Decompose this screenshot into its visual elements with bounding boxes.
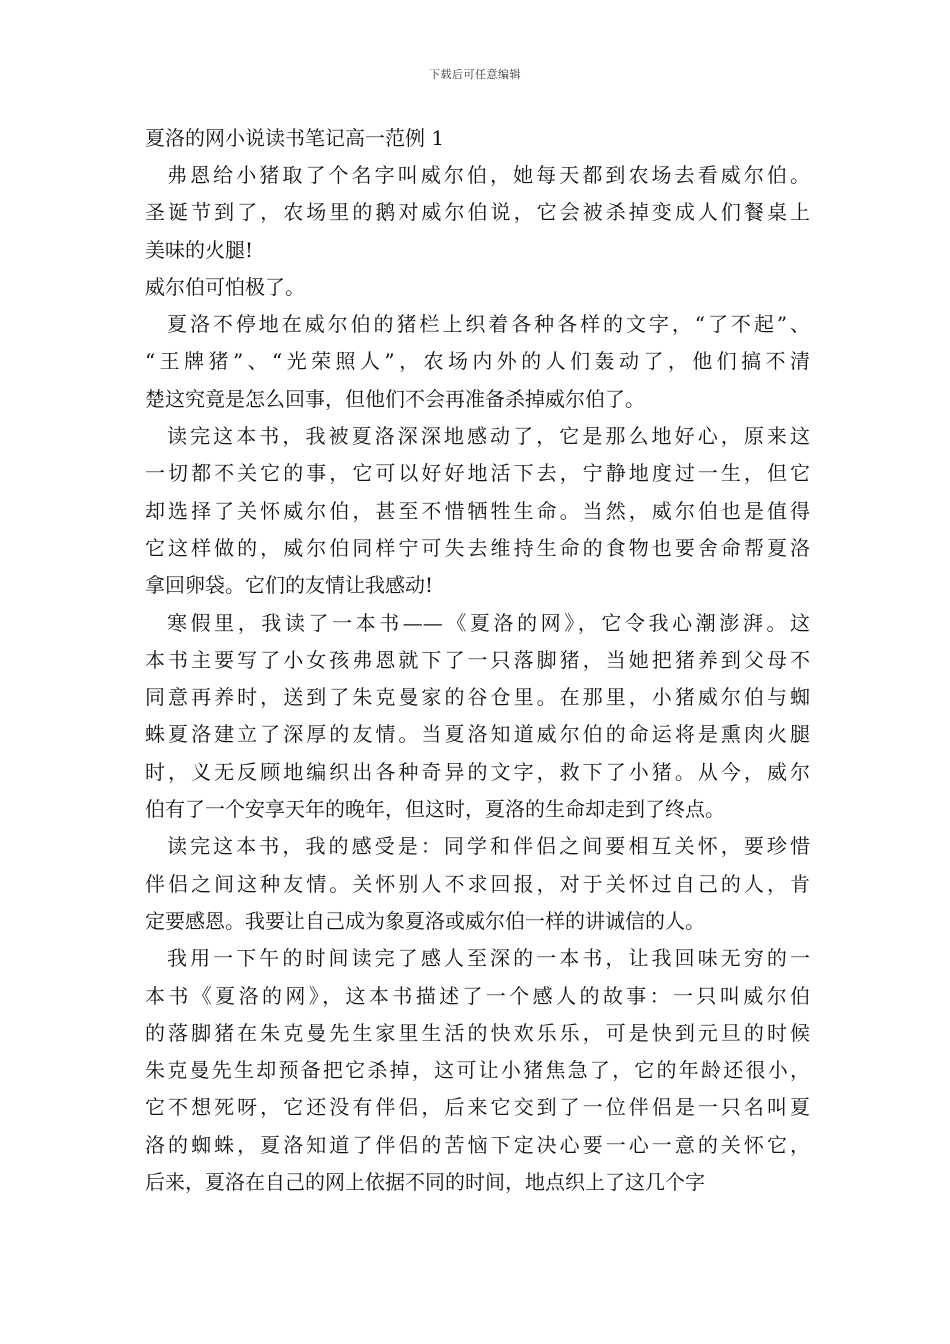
paragraph-line: 它这样做的，威尔伯同样宁可失去维持生命的食物也要舍命帮夏洛 xyxy=(145,535,810,560)
paragraph-line: 蛛夏洛建立了深厚的友情。当夏洛知道威尔伯的命运将是熏肉火腿 xyxy=(145,722,810,747)
paragraph-line: 伯有了一个安享天年的晚年，但这时，夏洛的生命却走到了终点。 xyxy=(145,797,725,822)
paragraph-line: 寒假里，我读了一本书——《夏洛的网》，它令我心潮澎湃。这 xyxy=(167,610,810,635)
paragraph xyxy=(145,828,810,940)
paragraph-line: 夏洛不停地在威尔伯的猪栏上织着各种各样的文字，“了不起”、 xyxy=(167,312,810,337)
paragraph-list xyxy=(145,157,810,1201)
paragraph xyxy=(145,306,810,418)
paragraph xyxy=(145,157,810,269)
paragraph-line: 本书《夏洛的网》，这本书描述了一个感人的故事：一只叫威尔伯 xyxy=(145,983,810,1008)
paragraph-line: 美味的火腿! xyxy=(145,237,254,262)
paragraph-line: 本书主要写了小女孩弗恩就下了一只落脚猪，当她把猪养到父母不 xyxy=(145,647,810,672)
paragraph-line: 读完这本书，我的感受是：同学和伴侣之间要相互关怀，要珍惜 xyxy=(167,834,810,859)
paragraph-line: 圣诞节到了，农场里的鹅对威尔伯说，它会被杀掉变成人们餐桌上 xyxy=(145,200,810,225)
paragraph-line: 拿回卵袋。它们的友情让我感动! xyxy=(145,573,434,598)
document-body xyxy=(145,120,810,1201)
paragraph-line: 朱克曼先生却预备把它杀掉，这可让小猪焦急了，它的年龄还很小， xyxy=(145,1058,810,1083)
paragraph-line: 洛的蜘蛛，夏洛知道了伴侣的苦恼下定决心要一心一意的关怀它， xyxy=(145,1132,810,1157)
paragraph-line: 楚这究竟是怎么回事，但他们不会再准备杀掉威尔伯了。 xyxy=(145,386,645,411)
paragraph-line: 伴侣之间这种友情。关怀别人不求回报，对于关怀过自己的人，肯 xyxy=(145,871,810,896)
paragraph-line: 的落脚猪在朱克曼先生家里生活的快欢乐乐，可是快到元旦的时候 xyxy=(145,1020,810,1045)
paragraph-line: 它不想死呀，它还没有伴侣，后来它交到了一位伴侣是一只名叫夏 xyxy=(145,1095,810,1120)
paragraph-line: 读完这本书，我被夏洛深深地感动了，它是那么地好心，原来这 xyxy=(167,424,810,449)
paragraph-line: 威尔伯可怕极了。 xyxy=(145,274,305,299)
paragraph-line: 我用一下午的时间读完了感人至深的一本书，让我回味无穷的一 xyxy=(167,946,810,971)
document-title: 夏洛的网小说读书笔记高一范例 1 xyxy=(145,126,445,150)
paragraph-line: 弗恩给小猪取了个名字叫威尔伯，她每天都到农场去看威尔伯。 xyxy=(167,163,810,187)
paragraph-line: 一切都不关它的事，它可以好好地活下去，宁静地度过一生，但它 xyxy=(145,461,810,486)
paragraph-line: “王牌猪”、“光荣照人”，农场内外的人们轰动了，他们搞不清 xyxy=(145,349,810,374)
paragraph xyxy=(145,269,810,306)
paragraph xyxy=(145,940,810,1201)
paragraph-line: 后来，夏洛在自己的网上依据不同的时间，地点织上了这几个字 xyxy=(145,1170,705,1195)
paragraph-line: 同意再养时，送到了朱克曼家的谷仓里。在那里，小猪威尔伯与蜘 xyxy=(145,685,810,710)
paragraph xyxy=(145,605,810,829)
paragraph-line: 却选择了关怀威尔伯，甚至不惜牺牲生命。当然，威尔伯也是值得 xyxy=(145,498,810,523)
paragraph-line: 时，义无反顾地编织出各种奇异的文字，救下了小猪。从今，威尔 xyxy=(145,759,810,784)
page-header: 下载后可任意编辑 xyxy=(429,68,521,81)
paragraph-line: 定要感恩。我要让自己成为象夏洛或威尔伯一样的讲诚信的人。 xyxy=(145,908,705,933)
paragraph xyxy=(145,418,810,604)
